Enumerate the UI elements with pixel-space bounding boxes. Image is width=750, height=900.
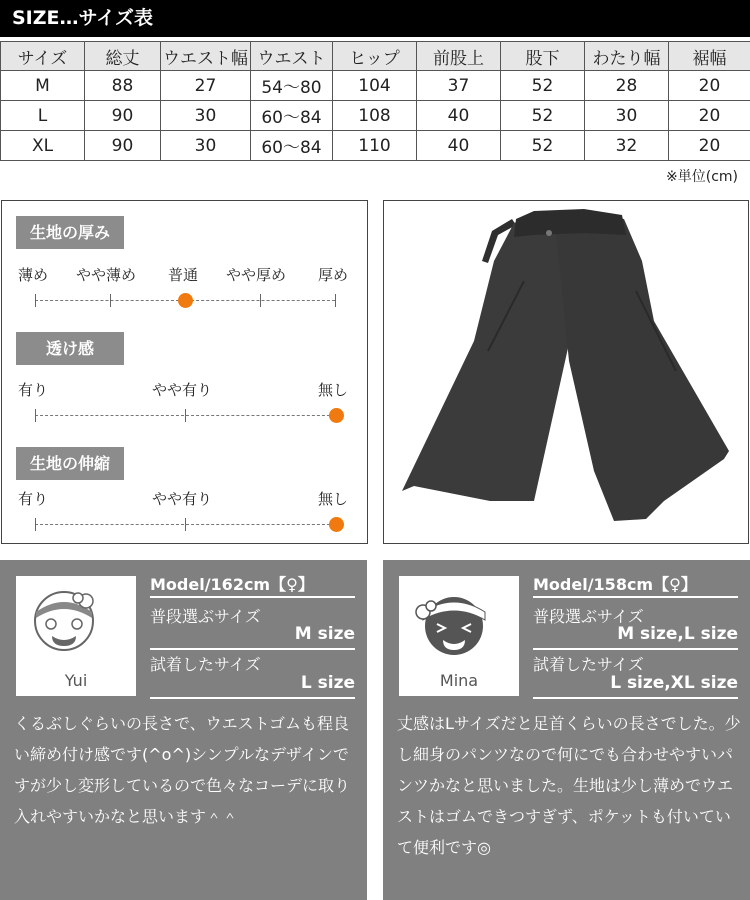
table-row xyxy=(1,101,750,131)
scale-label: 有り xyxy=(18,490,49,508)
table-cell: 37 xyxy=(417,71,501,101)
table-cell: 20 xyxy=(669,101,750,131)
divider xyxy=(533,648,738,650)
divider xyxy=(150,648,355,650)
scale-label: やや有り xyxy=(152,490,213,508)
scale-label: 有り xyxy=(18,381,49,399)
pants-image xyxy=(384,201,748,543)
scale-tick xyxy=(35,409,36,422)
model-card-yui xyxy=(0,560,367,900)
model-comment: くるぶしぐらいの長さで、ウエストゴムも程良い締め付け感です(^o^)シンプルなデザインですが少し変形しているので色々なコーデに取り入れやすいかなと思います＾＾ xyxy=(14,714,351,826)
table-cell: 110 xyxy=(333,131,417,161)
header-cell: わたり幅 xyxy=(585,42,669,71)
table-row xyxy=(1,131,750,161)
table-cell: 108 xyxy=(333,101,417,131)
header-cell: ヒップ xyxy=(333,42,417,71)
scale-label: 無し xyxy=(318,381,349,399)
size-chart-title: SIZE…サイズ表 xyxy=(0,0,750,37)
usual-size-value: M size xyxy=(294,624,355,644)
avatar xyxy=(399,576,519,696)
product-photo xyxy=(383,200,749,544)
scale-label: やや薄め xyxy=(76,266,137,284)
table-cell: 30 xyxy=(585,101,669,131)
table-cell: 52 xyxy=(501,101,585,131)
model-title: Model/158cm【♀】 xyxy=(533,575,697,594)
scale-tick xyxy=(185,409,186,422)
scale-tick xyxy=(35,294,36,307)
scale-label: やや有り xyxy=(152,381,213,399)
divider xyxy=(150,596,355,598)
table-cell: 27 xyxy=(161,71,251,101)
table-cell: 40 xyxy=(417,101,501,131)
table-cell: 30 xyxy=(161,131,251,161)
table-cell: 88 xyxy=(85,71,161,101)
divider xyxy=(533,596,738,598)
size-table-header xyxy=(1,42,750,71)
header-cell: ウエスト幅 xyxy=(161,42,251,71)
table-cell: 20 xyxy=(669,131,750,161)
model-info xyxy=(533,560,738,700)
scale-tick xyxy=(185,518,186,531)
table-cell: XL xyxy=(1,131,85,161)
table-cell: M xyxy=(1,71,85,101)
scale-label: 薄め xyxy=(18,266,49,284)
table-cell: 20 xyxy=(669,71,750,101)
table-cell: 52 xyxy=(501,131,585,161)
tried-size-value: L size,XL size xyxy=(610,673,738,693)
table-cell: 104 xyxy=(333,71,417,101)
usual-size-value: M size,L size xyxy=(617,624,738,644)
unit-note: ※単位(cm) xyxy=(666,169,738,185)
transparency-marker xyxy=(329,408,344,423)
scale-tick xyxy=(335,294,336,307)
model-name: Mina xyxy=(439,671,479,690)
header-cell: 裾幅 xyxy=(669,42,750,71)
header-cell: 股下 xyxy=(501,42,585,71)
table-cell: L xyxy=(1,101,85,131)
model-card-mina xyxy=(383,560,750,900)
thickness-title: 生地の厚み xyxy=(16,216,124,249)
tried-size-label: 試着したサイズ xyxy=(150,655,261,674)
header-cell: 前股上 xyxy=(417,42,501,71)
table-cell: 40 xyxy=(417,131,501,161)
table-cell: 32 xyxy=(585,131,669,161)
scale-label: やや厚め xyxy=(226,266,287,284)
usual-size-label: 普段選ぶサイズ xyxy=(150,607,261,626)
scale-label: 普通 xyxy=(168,266,199,284)
thickness-marker xyxy=(178,293,193,308)
size-table xyxy=(0,41,750,161)
table-cell: 30 xyxy=(161,101,251,131)
fabric-panel xyxy=(1,200,368,544)
stretch-title: 生地の伸縮 xyxy=(16,447,124,480)
scale-tick xyxy=(110,294,111,307)
table-cell: 90 xyxy=(85,131,161,161)
avatar xyxy=(16,576,136,696)
transparency-title: 透け感 xyxy=(16,332,124,365)
tried-size-label: 試着したサイズ xyxy=(533,655,644,674)
table-cell: 60〜84 xyxy=(251,101,333,131)
header-cell: 総丈 xyxy=(85,42,161,71)
scale-label: 無し xyxy=(318,490,349,508)
scale-tick xyxy=(35,518,36,531)
divider xyxy=(150,697,355,699)
scale-label: 厚め xyxy=(318,266,349,284)
model-name: Yui xyxy=(64,671,88,690)
divider xyxy=(533,697,738,699)
model-info xyxy=(150,560,355,700)
model-title: Model/162cm【♀】 xyxy=(150,575,314,594)
header-cell: サイズ xyxy=(1,42,85,71)
model-comment: 丈感はLサイズだと足首くらいの長さでした。少し細身のパンツなので何にでも合わせやすいパンツかなと思いました。生地は少し薄めでウエストはゴムできつすぎず、ポケットも付いていて便利です◎ xyxy=(397,714,741,857)
table-cell: 52 xyxy=(501,71,585,101)
table-cell: 54〜80 xyxy=(251,71,333,101)
scale-tick xyxy=(260,294,261,307)
table-row xyxy=(1,71,750,101)
table-cell: 28 xyxy=(585,71,669,101)
stretch-marker xyxy=(329,517,344,532)
header-cell: ウエスト xyxy=(251,42,333,71)
usual-size-label: 普段選ぶサイズ xyxy=(533,607,644,626)
tried-size-value: L size xyxy=(300,673,355,693)
table-cell: 60〜84 xyxy=(251,131,333,161)
table-cell: 90 xyxy=(85,101,161,131)
